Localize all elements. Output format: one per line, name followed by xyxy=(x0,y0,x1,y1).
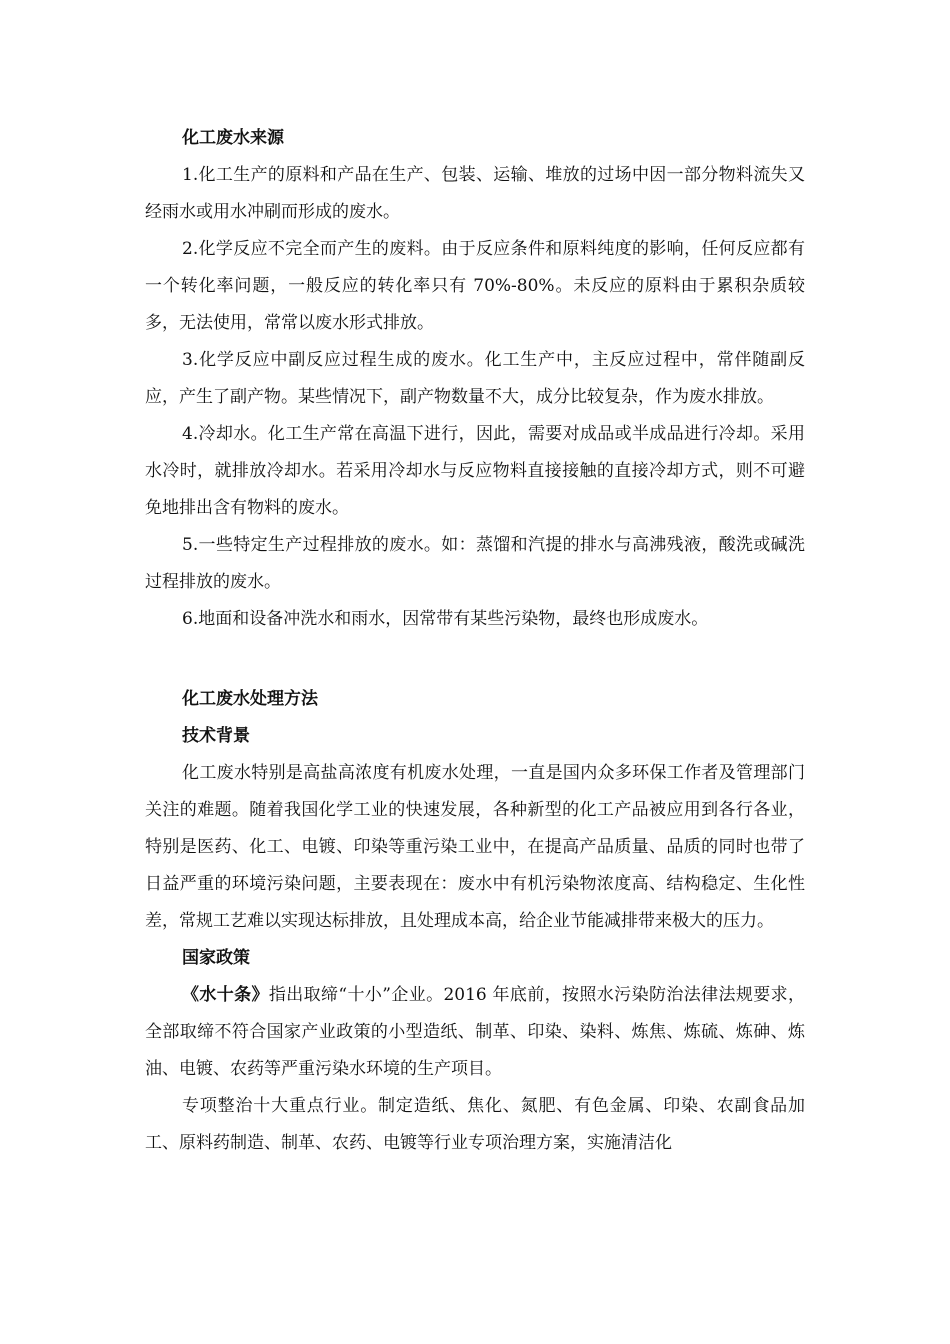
section-title-wastewater-sources: 化工废水来源 xyxy=(182,128,284,148)
document-page xyxy=(145,120,805,1162)
list-item: 3.化学反应中副反应过程生成的废水。化工生产中，主反应过程中，常伴随副反应，产生了副产物。某些情况下，副产物数量不大，成分比较复杂，作为废水排放。 xyxy=(145,350,805,407)
policy-paragraph-1-text: 指出取缔“十小”企业。2016 年底前，按照水污染防治法律法规要求，全部取缔不符合国家产业政策的小型造纸、制革、印染、染料、炼焦、炼硫、炼砷、炼油、电镀、农药等严重污染水环境的生产项目。 xyxy=(145,985,805,1079)
list-item: 4.冷却水。化工生产常在高温下进行，因此，需要对成品或半成品进行冷却。采用水冷时，就排放冷却水。若采用冷却水与反应物料直接接触的直接冷却方式，则不可避免地排出含有物料的废水。 xyxy=(145,424,805,518)
list-item: 2.化学反应不完全而产生的废料。由于反应条件和原料纯度的影响，任何反应都有一个转化率问题，一般反应的转化率只有 70%-80%。未反应的原料由于累积杂质较多，无法使用，常常以废水形式排放。 xyxy=(145,239,805,333)
subsection-title-policy: 国家政策 xyxy=(182,948,250,968)
section-spacer xyxy=(145,638,805,681)
policy-paragraph-1 xyxy=(145,977,805,1088)
list-item: 1.化工生产的原料和产品在生产、包装、运输、堆放的过场中因一部分物料流失又经雨水或用水冲刷而形成的废水。 xyxy=(145,165,805,222)
list-item: 6.地面和设备冲洗水和雨水，因常带有某些污染物，最终也形成废水。 xyxy=(182,609,709,629)
section-title-treatment-methods: 化工废水处理方法 xyxy=(182,689,318,709)
policy-doc-title: 《水十条》 xyxy=(182,985,269,1005)
policy-paragraph-2: 专项整治十大重点行业。制定造纸、焦化、氮肥、有色金属、印染、农副食品加工、原料药制造、制革、农药、电镀等行业专项治理方案，实施清洁化 xyxy=(145,1096,805,1153)
subsection-title-background: 技术背景 xyxy=(182,726,250,746)
list-item: 5.一些特定生产过程排放的废水。如：蒸馏和汽提的排水与高沸残液，酸洗或碱洗过程排放的废水。 xyxy=(145,535,805,592)
background-paragraph: 化工废水特别是高盐高浓度有机废水处理，一直是国内众多环保工作者及管理部门关注的难题。随着我国化学工业的快速发展，各种新型的化工产品被应用到各行各业，特别是医药、化工、电镀、印染等重污染工业中，在提高产品质量、品质的同时也带了日益严重的环境污染问题，主要表现在：废水中有机污染物浓度高、结构稳定、生化性差，常规工艺难以实现达标排放，且处理成本高，给企业节能减排带来极大的压力。 xyxy=(145,763,805,931)
